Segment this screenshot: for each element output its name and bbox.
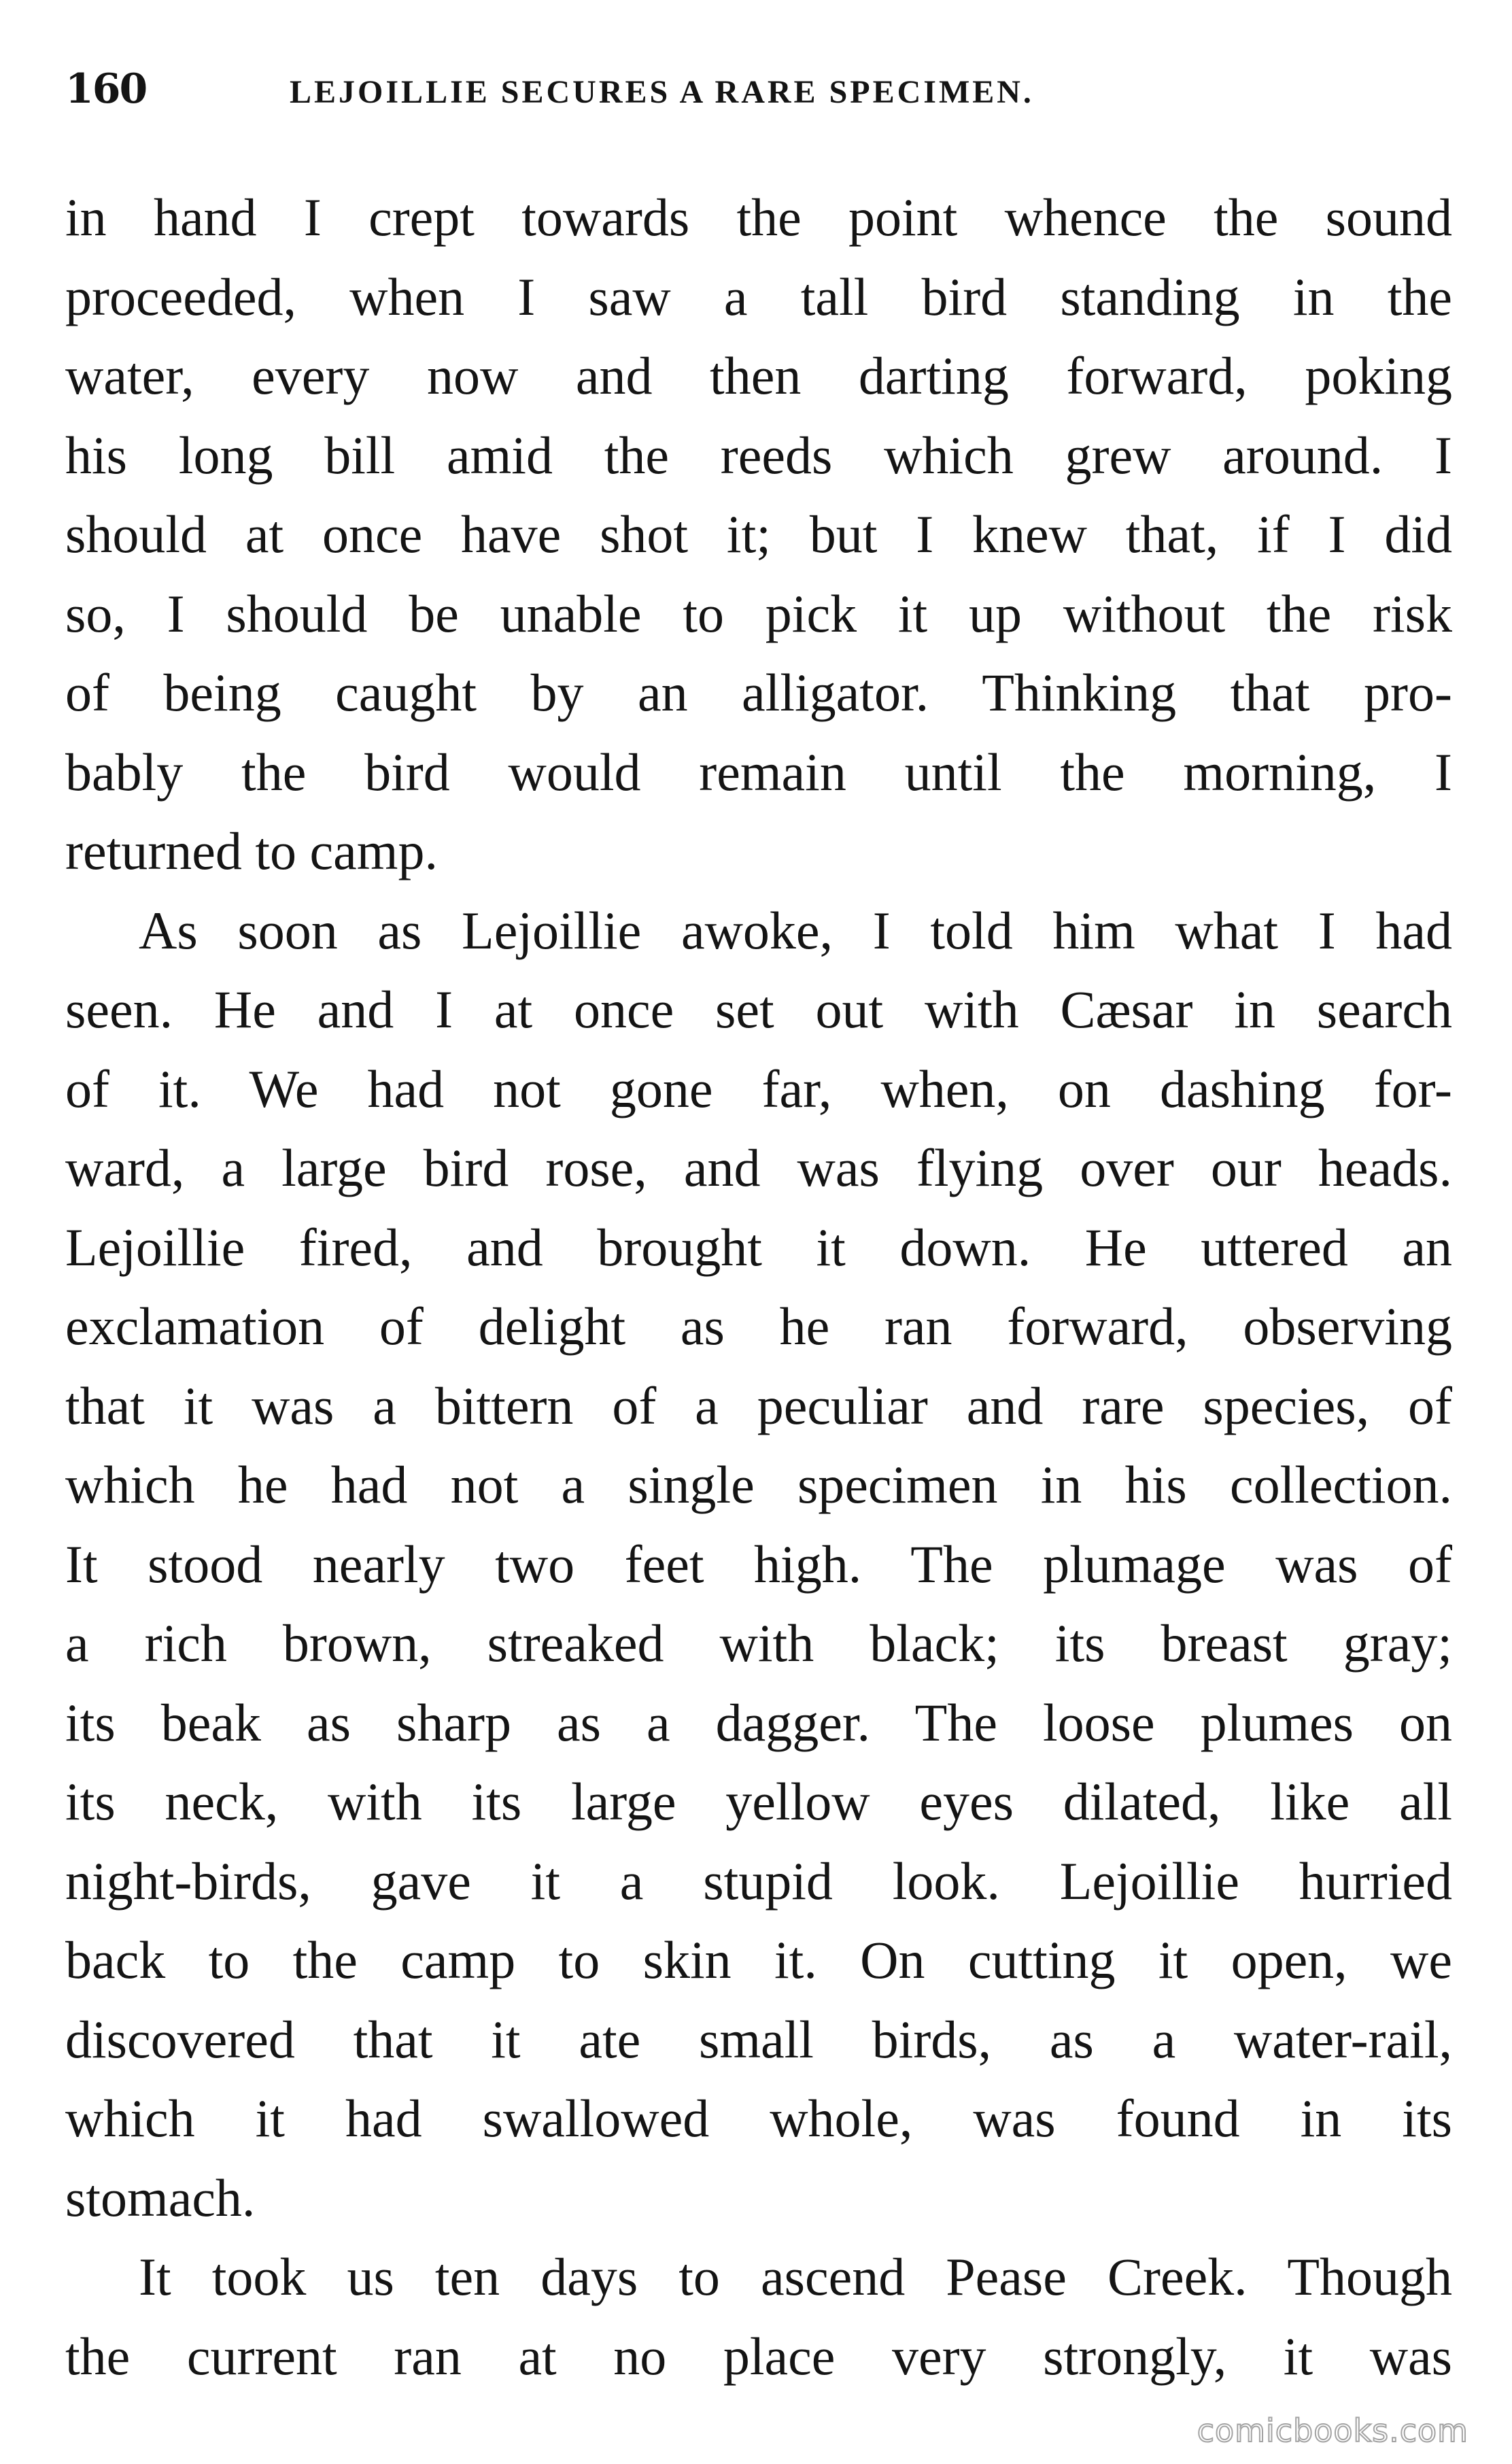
text-line: of being caught by an alligator. Thinking that pro- — [65, 663, 1452, 722]
paragraph-start-line: It took us ten days to ascend Pease Creek. Though — [139, 2247, 1452, 2306]
paragraph-end-line: returned to camp. — [65, 821, 438, 880]
text-line: bably the bird would remain until the morning, I — [65, 742, 1452, 802]
running-title: LEJOILLIE SECURES A RARE SPECIMEN. — [290, 74, 1034, 110]
watermark: comicbooks.com — [1197, 2412, 1468, 2449]
body-text — [65, 178, 1452, 2396]
text-line: discovered that it ate small birds, as a water-rail, — [65, 2009, 1452, 2069]
text-line: his long bill amid the reeds which grew around. I — [65, 425, 1452, 485]
text-line: It stood nearly two feet high. The plumage was of — [65, 1534, 1452, 1594]
text-line: which he had not a single specimen in his collection. — [65, 1455, 1452, 1514]
paragraph-start-line: As soon as Lejoillie awoke, I told him what I had — [139, 900, 1452, 960]
text-line: its neck, with its large yellow eyes dilated, like all — [65, 1772, 1452, 1831]
text-line: its beak as sharp as a dagger. The loose plumes on — [65, 1692, 1452, 1752]
text-line: should at once have shot it; but I knew that, if I did — [65, 504, 1452, 564]
text-line: proceeded, when I saw a tall bird standing in the — [65, 267, 1452, 326]
text-line: so, I should be unable to pick it up without the risk — [65, 583, 1452, 643]
text-line: ward, a large bird rose, and was flying over our heads. — [65, 1138, 1452, 1197]
text-line: water, every now and then darting forward, poking — [65, 346, 1452, 405]
text-line: the current ran at no place very strongly, it was — [65, 2326, 1452, 2386]
text-line: a rich brown, streaked with black; its breast gray; — [65, 1613, 1452, 1673]
page-number: 160 — [65, 65, 147, 113]
text-line: which it had swallowed whole, was found in its — [65, 2089, 1452, 2148]
page-header — [65, 65, 1452, 133]
text-line: exclamation of delight as he ran forward, observing — [65, 1297, 1452, 1356]
text-line: that it was a bittern of a peculiar and rare species, of — [65, 1375, 1452, 1435]
text-line: Lejoillie fired, and brought it down. He uttered an — [65, 1217, 1452, 1277]
text-line: in hand I crept towards the point whence the sound — [65, 188, 1452, 247]
text-line: back to the camp to skin it. On cutting it open, we — [65, 1930, 1452, 1989]
text-line: night-birds, gave it a stupid look. Lejoillie hurried — [65, 1851, 1452, 1911]
paragraph-end-line: stomach. — [65, 2168, 256, 2227]
text-line: seen. He and I at once set out with Cæsar in search — [65, 980, 1452, 1039]
text-line: of it. We had not gone far, when, on dashing for- — [65, 1059, 1452, 1118]
